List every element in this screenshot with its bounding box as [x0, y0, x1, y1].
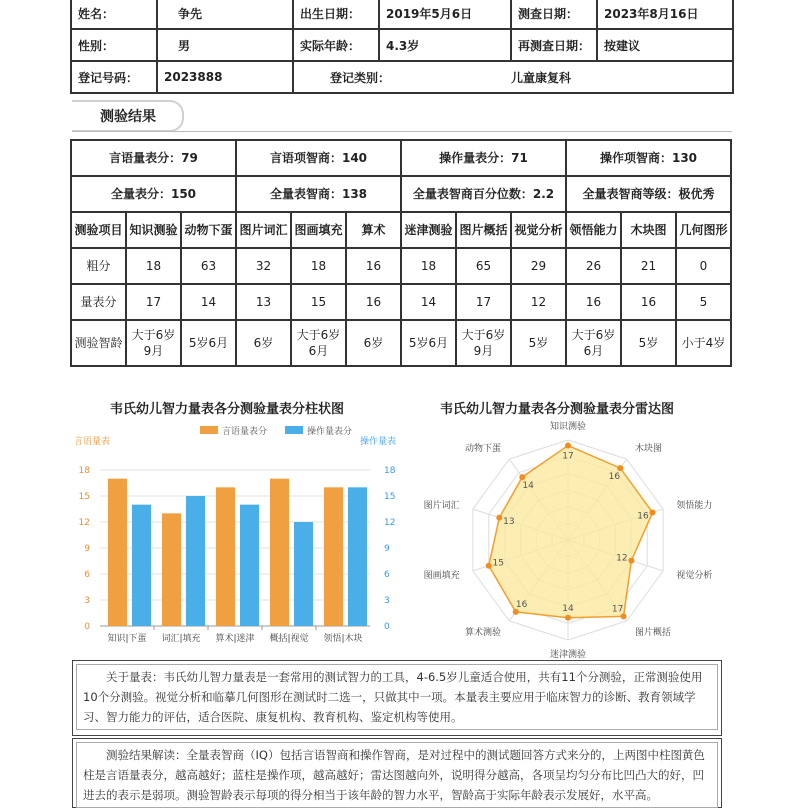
results-table	[70, 139, 732, 367]
table-cell: 18	[126, 248, 181, 284]
header-cell: 算术	[346, 212, 401, 248]
row-label-cell: 测验智龄	[71, 320, 126, 366]
table-row-raw	[71, 248, 731, 284]
legend-label: 言语量表分	[222, 427, 268, 437]
radar-value-label: 17	[562, 451, 574, 462]
table-cell: 16	[346, 248, 401, 284]
radar-value-label: 14	[562, 603, 574, 614]
header-cell: 视觉分析	[511, 212, 566, 248]
radar-value-label: 17	[611, 604, 624, 615]
radar-point	[486, 563, 492, 569]
header-cell: 图片概括	[456, 212, 511, 248]
x-tick-label: 领悟|木块	[323, 634, 363, 644]
radar-point	[628, 558, 634, 564]
table-cell: 16	[621, 284, 676, 320]
y-axis-label: 言语量表	[74, 437, 111, 447]
radar-point	[617, 465, 623, 471]
table-row-scaled	[71, 284, 731, 320]
legend-swatch	[285, 426, 303, 434]
bar	[216, 487, 235, 626]
verbal-iq-cell: 言语项智商：140	[236, 140, 401, 176]
y-tick-label: 12	[78, 518, 90, 528]
y2-tick-label: 3	[384, 596, 390, 606]
table-cell: 大于6岁6月	[291, 320, 346, 366]
y2-tick-label: 15	[384, 492, 396, 502]
test-date-value: 2023年8月16日	[597, 0, 733, 29]
reg-type-label: 登记类别：	[293, 61, 511, 93]
table-cell: 5岁6月	[181, 320, 236, 366]
table-cell: 13	[236, 284, 291, 320]
table-cell: 21	[621, 248, 676, 284]
bar	[270, 479, 289, 626]
header-cell: 领悟能力	[566, 212, 621, 248]
table-header-row	[71, 212, 731, 248]
table-cell: 大于6岁6月	[566, 320, 621, 366]
header-cell: 木块图	[621, 212, 676, 248]
y-tick-label: 3	[84, 596, 90, 606]
bar	[162, 513, 181, 626]
radar-point	[496, 515, 502, 521]
y-tick-label: 6	[84, 570, 90, 580]
radar-chart-title: 韦氏幼儿智力量表各分测验量表分雷达图	[440, 402, 675, 417]
interpret-text: 测验结果解读：全量表智商（IQ）包括言语智商和操作智商，是对过程中的测试题回答方式来分的，上两图中柱图黄色柱是言语量表分，越高越好；蓝柱是操作项，越高越好；雷达图越向外，说明得分越高，各项呈均匀分布比凹凸大的好，凹进去的表示是弱项。测验智龄表示每项的得分相当于该年龄的智力水平，智龄高于实际年龄表示发展好，水平高。	[76, 742, 718, 808]
table-cell: 16	[346, 284, 401, 320]
radar-axis-label: 迷津测验	[549, 650, 587, 660]
radar-axis-label: 图画填充	[423, 571, 460, 582]
x-tick-label: 词汇|填充	[161, 634, 201, 644]
radar-axis-label: 图片词汇	[423, 500, 460, 511]
full-scale-cell: 全量表分：150	[71, 176, 236, 212]
radar-axis-label: 领悟能力	[676, 500, 713, 511]
birth-label: 出生日期：	[293, 0, 379, 29]
bar	[324, 487, 343, 626]
table-cell: 5岁	[621, 320, 676, 366]
radar-axis-label: 动物下蛋	[464, 443, 501, 454]
y2-tick-label: 9	[384, 544, 390, 554]
table-cell: 14	[181, 284, 236, 320]
bar	[240, 505, 259, 626]
about-text: 关于量表：韦氏幼儿智力量表是一套常用的测试智力的工具，4-6.5岁儿童适合使用，共有11个分测验，正常测验使用10个分测验。视觉分析和临摹几何图形在测试时二选一，只做其中一项。本量表主要应用于临床智力的诊断、教育领域学习、智力能力的评估，适合医院、康复机构、教育机构、鉴定机构等使用。	[76, 664, 718, 730]
table-cell: 小于4岁	[676, 320, 731, 366]
table-cell: 32	[236, 248, 291, 284]
table-cell: 0	[676, 248, 731, 284]
performance-scale-cell: 操作量表分：71	[401, 140, 566, 176]
name-label: 姓名：	[71, 0, 157, 29]
table-cell: 26	[566, 248, 621, 284]
header-cell: 图片词汇	[236, 212, 291, 248]
table-cell: 大于6岁9月	[126, 320, 181, 366]
section-tab	[72, 100, 184, 132]
table-cell: 65	[456, 248, 511, 284]
birth-value: 2019年5月6日	[379, 0, 511, 29]
retest-label: 再测查日期：	[511, 29, 597, 61]
radar-axis-label: 视觉分析	[676, 571, 713, 582]
radar-value-label: 13	[503, 516, 515, 527]
retest-value: 按建议	[597, 29, 733, 61]
bar	[294, 522, 313, 626]
radar-value-label: 16	[637, 511, 649, 522]
about-note	[72, 660, 722, 736]
y-tick-label: 18	[78, 466, 90, 476]
radar-point	[519, 474, 525, 480]
test-date-label: 测查日期：	[511, 0, 597, 29]
age-label: 实际年龄：	[293, 29, 379, 61]
radar-chart	[420, 418, 720, 660]
y-tick-label: 15	[78, 492, 90, 502]
radar-value-label: 15	[492, 558, 504, 569]
radar-axis-label: 木块图	[635, 443, 663, 454]
patient-info-table	[70, 0, 734, 94]
table-cell: 63	[181, 248, 236, 284]
reg-no-label: 登记号码：	[71, 61, 157, 93]
table-cell: 16	[566, 284, 621, 320]
radar-axis-label: 图片概括	[635, 628, 672, 639]
section-divider	[72, 131, 732, 132]
table-cell: 29	[511, 248, 566, 284]
table-cell: 14	[401, 284, 456, 320]
radar-value-label: 12	[616, 553, 628, 564]
age-value: 4.3岁	[379, 29, 511, 61]
table-cell: 5	[676, 284, 731, 320]
bar	[108, 479, 127, 626]
y-tick-label: 0	[84, 622, 90, 632]
table-cell: 大于6岁9月	[456, 320, 511, 366]
table-cell: 6岁	[236, 320, 291, 366]
table-cell: 18	[291, 248, 346, 284]
table-cell: 17	[456, 284, 511, 320]
row-label-cell: 粗分	[71, 248, 126, 284]
verbal-scale-cell: 言语量表分：79	[71, 140, 236, 176]
radar-point	[565, 443, 571, 449]
header-cell: 测验项目	[71, 212, 126, 248]
bar	[186, 496, 205, 626]
y2-tick-label: 12	[384, 518, 396, 528]
x-tick-label: 概括|视觉	[269, 634, 309, 644]
header-cell: 几何图形	[676, 212, 731, 248]
gender-label: 性别：	[71, 29, 157, 61]
section-title: 测验结果	[100, 109, 156, 125]
radar-value-label: 16	[608, 472, 621, 483]
legend-swatch	[200, 426, 218, 434]
reg-type-value: 儿童康复科	[511, 61, 733, 93]
y2-tick-label: 6	[384, 570, 390, 580]
table-cell: 5岁	[511, 320, 566, 366]
table-cell: 15	[291, 284, 346, 320]
full-iq-cell: 全量表智商：138	[236, 176, 401, 212]
header-cell: 图画填充	[291, 212, 346, 248]
header-cell: 迷津测验	[401, 212, 456, 248]
row-label-cell: 量表分	[71, 284, 126, 320]
header-cell: 动物下蛋	[181, 212, 236, 248]
x-tick-label: 知识|下蛋	[107, 634, 147, 644]
radar-value-label: 14	[522, 481, 534, 492]
radar-point	[565, 615, 571, 621]
radar-axis-label: 知识测验	[549, 422, 587, 432]
table-cell: 12	[511, 284, 566, 320]
bar	[348, 487, 367, 626]
y2-axis-label: 操作量表	[360, 437, 397, 447]
radar-axis-label: 算术测验	[464, 628, 501, 639]
table-cell: 5岁6月	[401, 320, 456, 366]
y-tick-label: 9	[84, 544, 90, 554]
interpret-note	[72, 738, 722, 808]
name-value: 争先	[157, 0, 293, 29]
y2-tick-label: 0	[384, 622, 390, 632]
percentile-cell: 全量表智商百分位数：2.2	[401, 176, 566, 212]
gender-value: 男	[157, 29, 293, 61]
table-cell: 6岁	[346, 320, 401, 366]
table-row-mental-age	[71, 320, 731, 366]
bar-chart-title: 韦氏幼儿智力量表各分测验量表分柱状图	[110, 402, 345, 417]
table-cell: 18	[401, 248, 456, 284]
legend-label: 操作量表分	[307, 427, 353, 437]
reg-no-value: 2023888	[157, 61, 293, 93]
performance-iq-cell: 操作项智商：130	[566, 140, 731, 176]
bar	[132, 505, 151, 626]
bar-chart	[70, 418, 410, 648]
radar-value-label: 16	[515, 599, 528, 610]
y2-tick-label: 18	[384, 466, 396, 476]
radar-point	[650, 510, 656, 516]
header-cell: 知识测验	[126, 212, 181, 248]
table-cell: 17	[126, 284, 181, 320]
x-tick-label: 算术|迷津	[215, 634, 255, 644]
grade-cell: 全量表智商等级：极优秀	[566, 176, 731, 212]
